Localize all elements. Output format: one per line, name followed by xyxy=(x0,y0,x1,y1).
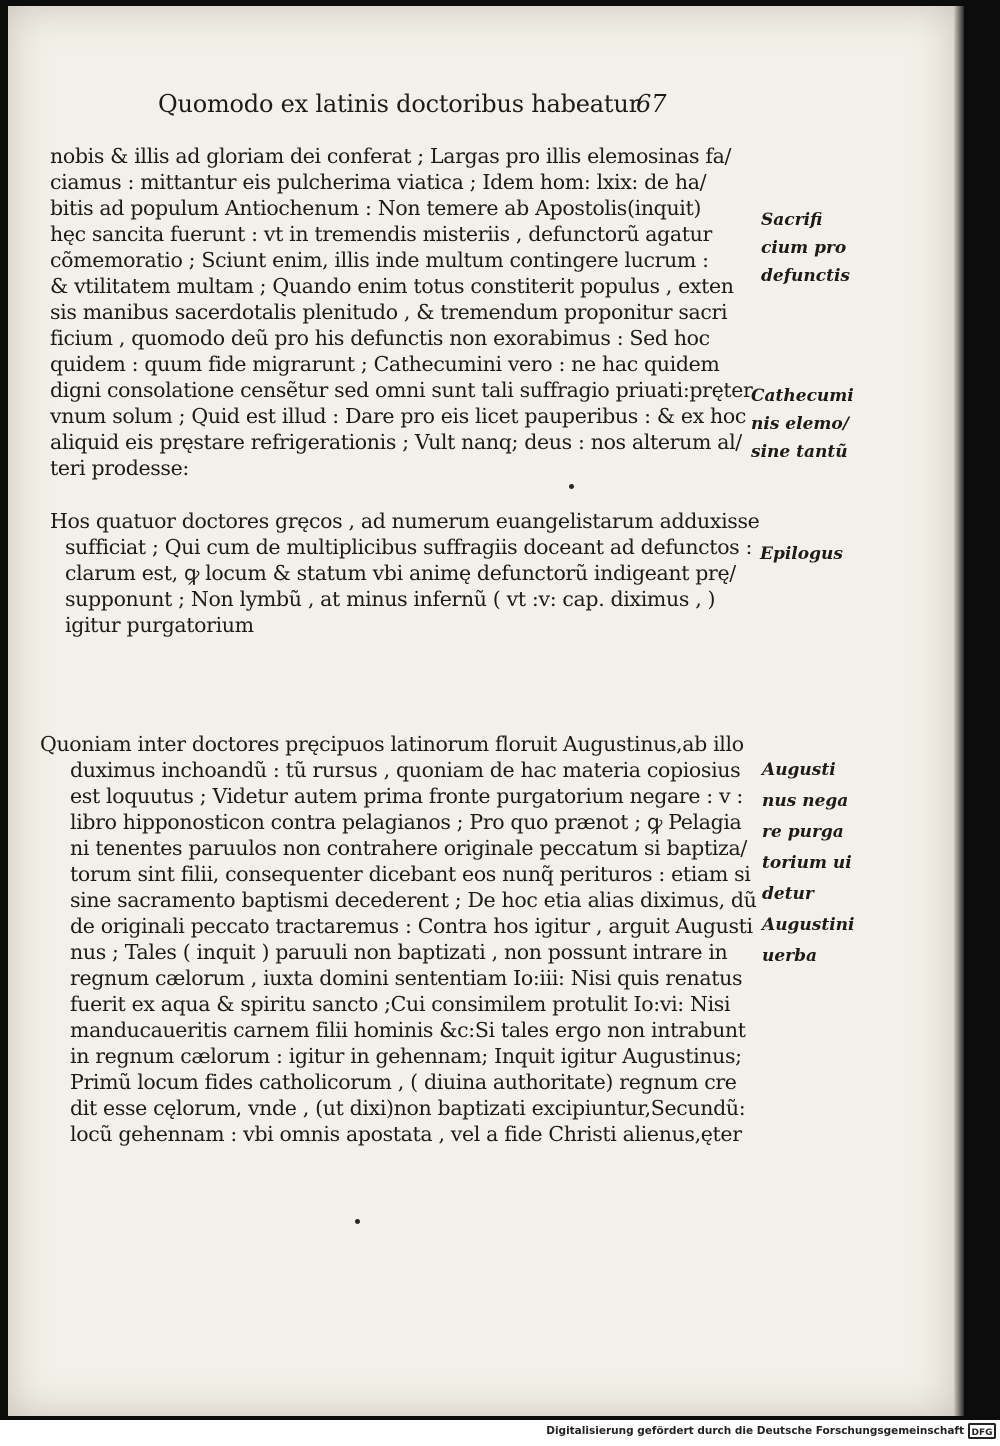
margin-note-line: uerba xyxy=(762,946,818,966)
margin-note-augustine xyxy=(762,755,855,972)
margin-note-sacrifice xyxy=(761,206,850,290)
text-line: dit esse cęlorum, vnde , (ut dixi)non baptizati excipiuntur,Secundũ: xyxy=(70,1096,746,1120)
text-line: bitis ad populum Antiochenum : Non temere ab Apostolis(inquit) xyxy=(50,196,702,220)
margin-note-line: nus nega xyxy=(762,791,849,811)
text-line: Quoniam inter doctores pręcipuos latinorum floruit Augustinus,ab illo xyxy=(40,732,744,756)
margin-note-line: Epilogus xyxy=(760,544,843,564)
chapter-heading xyxy=(194,649,254,701)
text-line: ni tenentes paruulos non contrahere originale peccatum si baptiza/ xyxy=(70,836,747,860)
text-line: quidem : quum fide migrarunt ; Cathecumini vero : ne hac quidem xyxy=(50,352,720,376)
text-line: duximus inchoandũ : tũ rursus , quoniam de hac materia copiosius xyxy=(70,758,741,782)
margin-note-line: detur xyxy=(762,884,814,904)
text-line: ficium , quomodo deũ pro his defunctis non exorabimus : Sed hoc xyxy=(50,326,710,350)
text-line: sufficiat ; Qui cum de multiplicibus suffragiis doceant ad defunctos : xyxy=(65,535,753,559)
text-block-augustine xyxy=(30,731,757,1147)
running-title: Quomodo ex latinis doctoribus habeatur xyxy=(158,90,640,118)
funding-credit: Digitalisierung gefördert durch die Deutsche Forschungsgemeinschaft xyxy=(546,1425,964,1437)
margin-note-line: defunctis xyxy=(761,266,850,286)
text-line: locũ gehennam : vbi omnis apostata , vel a fide Christi alienus,ęter xyxy=(70,1122,742,1146)
text-line: sis manibus sacerdotalis plenitudo , & tremendum proponitur sacri xyxy=(50,300,728,324)
text-line: libro hipponosticon contra pelagianos ; Pro quo prænot ; ꝙ Pelagia xyxy=(70,810,742,834)
text-line: fuerit ex aqua & spiritu sancto ;Cui consimilem protulit Io:vi: Nisi xyxy=(70,992,731,1016)
text-line: sine sacramento baptismi decederent ; De hoc etia alias diximus, dũ xyxy=(70,888,757,912)
margin-note-line: Augustini xyxy=(762,915,855,935)
heading-line xyxy=(194,649,254,675)
book-page xyxy=(8,6,954,1416)
text-line: digni consolatione censẽtur sed omni sunt tali suffragio priuati:pręter xyxy=(50,378,753,402)
text-line: teri prodesse: xyxy=(50,456,189,480)
margin-note-line: cium pro xyxy=(761,238,847,258)
ink-dot xyxy=(355,1219,360,1224)
margin-note-catechumens xyxy=(751,382,854,466)
text-line: clarum est, ꝙ locum & statum vbi animę defunctorũ indigeant prę/ xyxy=(65,561,736,585)
text-line: Hos quatuor doctores gręcos , ad numerum euangelistarum adduxisse xyxy=(50,509,760,533)
digitization-footer xyxy=(0,1420,1000,1446)
text-line: Primũ locum fides catholicorum , ( diuina authoritate) regnum cre xyxy=(70,1070,737,1094)
margin-note-line: re purga xyxy=(762,822,844,842)
text-line: vnum solum ; Quid est illud : Dare pro eis licet pauperibus : & ex hoc xyxy=(50,404,747,428)
text-block-greek-fathers xyxy=(50,143,753,481)
text-line: cõmemoratio ; Sciunt enim, illis inde multum contingere lucrum : xyxy=(50,248,709,272)
ink-dot xyxy=(569,484,574,489)
text-line: aliquid eis pręstare refrigerationis ; Vult nanq; deus : nos alterum al/ xyxy=(50,430,742,454)
text-line: igitur purgatorium xyxy=(65,613,254,637)
text-line: nus ; Tales ( inquit ) paruuli non baptizati , non possunt intrare in xyxy=(70,940,728,964)
text-line: & vtilitatem multam ; Quando enim totus constiterit populus , exten xyxy=(50,274,734,298)
text-line: regnum cælorum , iuxta domini sententiam Io:iii: Nisi quis renatus xyxy=(70,966,743,990)
margin-note-line: Sacrifi xyxy=(761,210,823,230)
dfg-logo: DFG xyxy=(968,1423,996,1439)
page-edge xyxy=(954,6,964,1416)
text-line: supponunt ; Non lymbũ , at minus infernũ ( vt :v: cap. diximus , ) xyxy=(65,587,716,611)
text-line: hęc sancita fuerunt : vt in tremendis misteriis , defunctorũ agatur xyxy=(50,222,712,246)
margin-note-line: torium ui xyxy=(762,853,852,873)
heading-line xyxy=(194,675,254,701)
margin-note-line: sine tantũ xyxy=(751,442,848,462)
text-block-epilogue xyxy=(50,508,759,638)
margin-note-line: Augusti xyxy=(762,760,836,780)
text-line: torum sint filii, consequenter dicebant eos nunq̃ perituros : etiam si xyxy=(70,862,751,886)
text-line: nobis & illis ad gloriam dei conferat ; Largas pro illis elemosinas fa/ xyxy=(50,144,732,168)
page-header xyxy=(8,90,954,130)
text-line: manducaueritis carnem filii hominis &c:Si tales ergo non intrabunt xyxy=(70,1018,746,1042)
margin-note-line: Cathecumi xyxy=(751,386,854,406)
margin-note-epilogue xyxy=(760,540,843,568)
margin-note-line: nis elemo/ xyxy=(751,414,849,434)
text-line: est loquutus ; Videtur autem prima fronte purgatorium negare : v : xyxy=(70,784,743,808)
text-line: de originali peccato tractaremus : Contra hos igitur , arguit Augusti xyxy=(70,914,753,938)
page-number: 67 xyxy=(636,90,667,118)
text-line: ciamus : mittantur eis pulcherima viatica ; Idem hom: lxix: de ha/ xyxy=(50,170,707,194)
text-line: in regnum cælorum : igitur in gehennam; Inquit igitur Augustinus; xyxy=(70,1044,742,1068)
